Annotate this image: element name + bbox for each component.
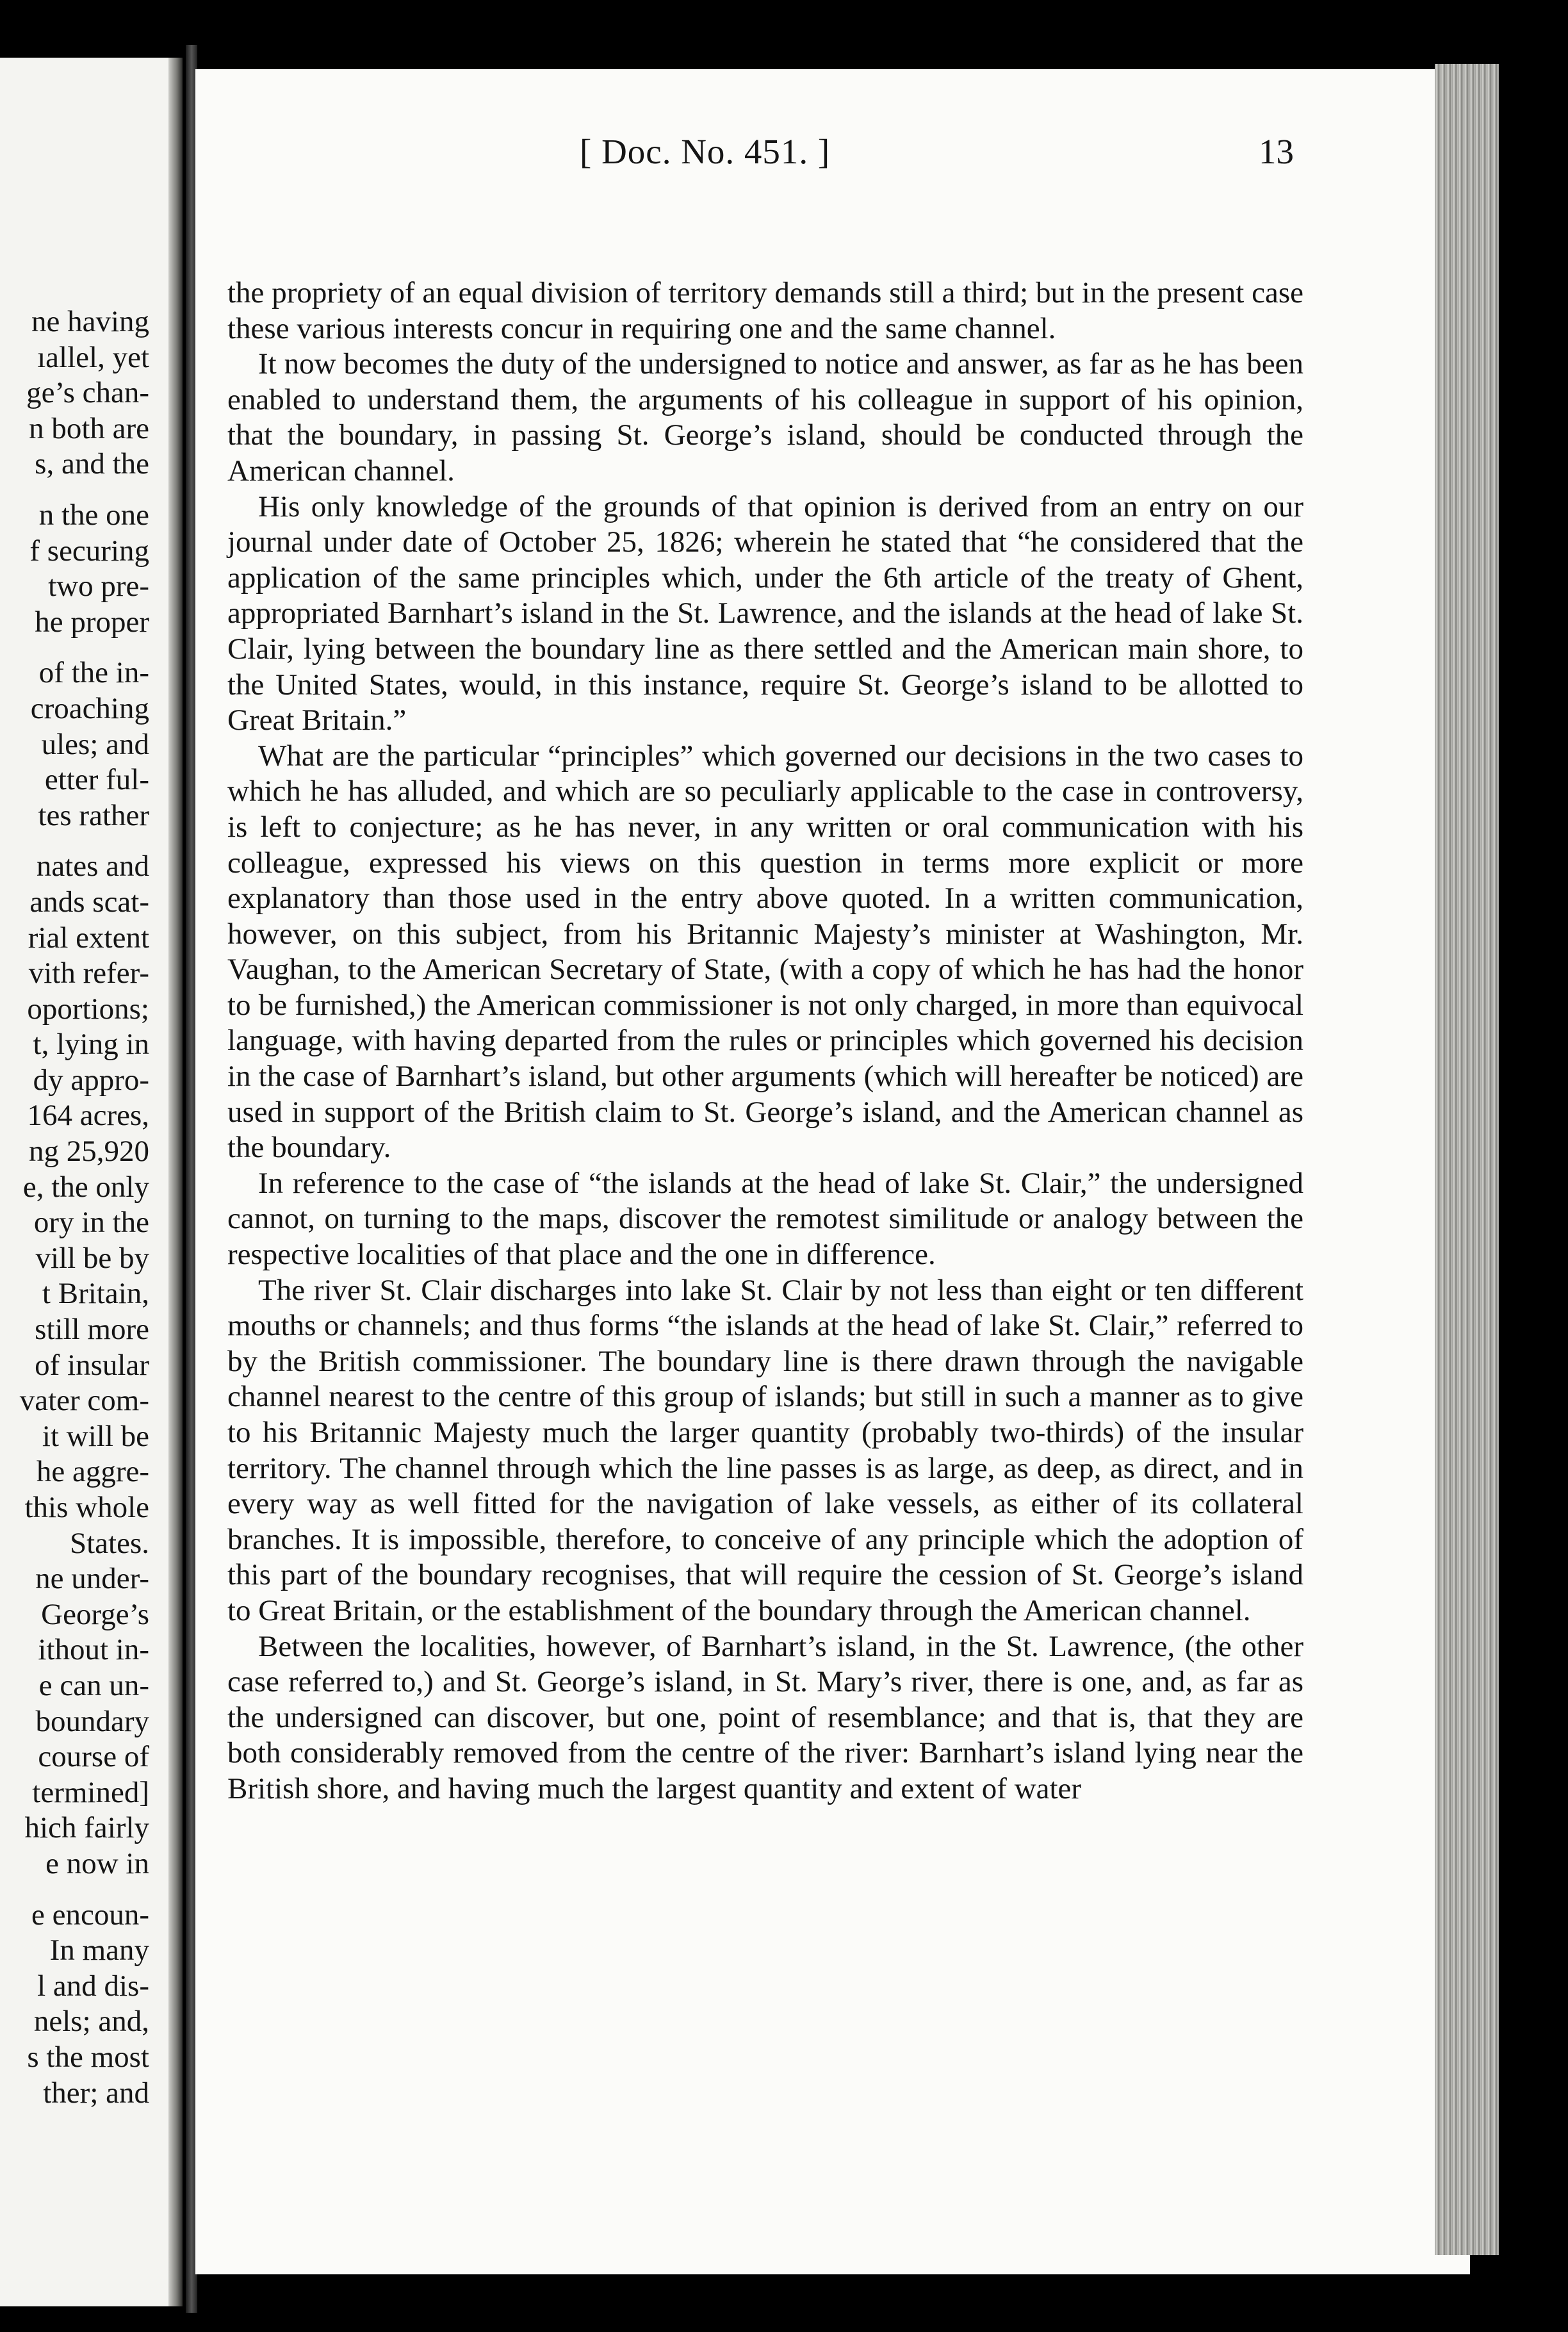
facing-page-line: ules; and (41, 727, 149, 761)
facing-page-line: rial extent (28, 921, 149, 955)
facing-page-line: In many (49, 1934, 149, 1967)
facing-page-line: hich fairly (24, 1811, 149, 1845)
facing-page-line: of insular (35, 1348, 149, 1382)
facing-page-line: e, the only (22, 1170, 149, 1204)
paragraph: In reference to the case of “the islands at the head of lake St. Clair,” the undersigned cannot, on turning to the maps, discover the remotest similitude or analogy between the respective localities of that place and the one in difference. (227, 1166, 1303, 1272)
facing-page-line: vith refer- (28, 957, 149, 990)
facing-page-line: ands scat- (29, 885, 149, 919)
line-gap (20, 833, 149, 849)
facing-page-line: boundary (35, 1704, 149, 1738)
facing-page-line: etter ful- (44, 763, 149, 797)
facing-page-line: n both are (29, 411, 149, 445)
paragraph: His only knowledge of the grounds of that opinion is derived from an entry on our journal under date of October 25, 1826; wherein he stated that “he considered that the application of the same principles which, under the 6th article of the treaty of Ghent, appropriated Barnhart’s island in the St. Lawrence, and the islands at the head of lake St. Clair, lying between the boundary line as there settled and the American main shore, to the United States, would, in this instance, require St. George’s island to be allotted to Great Britain.” (227, 489, 1303, 737)
page-edges (1435, 64, 1499, 2255)
line-gap (20, 1882, 149, 1898)
facing-page-line: course of (38, 1740, 149, 1774)
facing-page-line: oportions; (27, 992, 149, 1026)
facing-page-line: vill be by (35, 1241, 149, 1275)
facing-page-line: n the one (38, 498, 149, 532)
facing-page-line: ne having (31, 305, 149, 338)
facing-page-line: ther; and (43, 2076, 149, 2110)
line-gap (20, 482, 149, 498)
paragraph: What are the particular “principles” which governed our decisions in the two cases to which he has alluded, and which are so peculiarly applicable to the case in controversy, is left to conjecture; as he has never, in any written or oral communication with his colleague, expressed his views on this question in terms more explicit or more explanatory than those used in the entry above quoted. In a written communication, however, on this subject, from his Britannic Majesty’s minister at Washington, Mr. Vaughan, to the American Secretary of State, (with a copy of which he has had the honor to be furnished,) the American commissioner is not only charged, in more than equivocal language, with having departed from the rules or principles which governed his decision in the case of Barnhart’s island, but other arguments (which will hereafter be noticed) are used in support of the British claim to St. George’s island, and the American channel as the boundary. (227, 739, 1303, 1165)
facing-page-line: tes rather (38, 798, 149, 832)
body-text (227, 275, 1303, 1807)
facing-page-line: two pre- (48, 570, 149, 604)
facing-page-line: t, lying in (33, 1028, 149, 1062)
facing-page-text (20, 304, 149, 2111)
facing-page-line: ge’s chan- (26, 376, 149, 410)
facing-page-line: nels; and, (33, 2005, 149, 2039)
facing-page-line: croaching (30, 691, 149, 725)
facing-page-line: s the most (27, 2040, 149, 2074)
page-number: 13 (1259, 132, 1294, 171)
page-gutter (168, 58, 183, 2306)
paragraph: the propriety of an equal division of territory demands still a third; but in the present case these various interests concur in requiring one and the same channel. (227, 276, 1303, 345)
facing-page-line: e encoun- (31, 1898, 149, 1932)
facing-page-line: he aggre- (36, 1455, 149, 1489)
facing-page-line: t Britain, (42, 1277, 149, 1311)
facing-page-line: still more (35, 1313, 149, 1347)
scan-border (1563, 0, 1568, 2332)
facing-page-line: this whole (24, 1491, 149, 1524)
facing-page-line: termined] (32, 1775, 149, 1809)
facing-page-line: ory in the (33, 1206, 149, 1240)
facing-page-line: of the in- (38, 656, 149, 690)
facing-page-line: States. (69, 1526, 149, 1560)
document-header: [ Doc. No. 451. ] (580, 132, 831, 171)
facing-page-line: 164 acres, (27, 1099, 149, 1133)
facing-page-line: l and dis- (37, 1969, 149, 2003)
facing-page-line: ıallel, yet (37, 340, 149, 374)
paragraph: The river St. Clair discharges into lake St. Clair by not less than eight or ten different mouths or channels; and thus forms “the islands at the head of lake St. Clair,” referred to by the British commissioner. The boundary line is there drawn through the navigable channel nearest to the centre of this group of islands; but still in such a manner as to give to his Britannic Majesty much the larger quantity (probably two-thirds) of the insular territory. The channel through which the line passes is as large, as deep, as direct, and in every way as well fitted for the navigation of lake vessels, as either of its collateral branches. It is impossible, therefore, to conceive of any principle which the adoption of this part of the boundary recognises, that will require the cession of St. George’s island to Great Britain, or the establishment of the boundary through the American channel. (227, 1273, 1303, 1627)
facing-page-line: ng 25,920 (29, 1135, 149, 1169)
facing-page-line: f securing (29, 534, 149, 568)
facing-page-line: dy appro- (33, 1063, 149, 1097)
facing-page-line: s, and the (35, 447, 149, 481)
facing-page-line: he proper (35, 605, 149, 639)
facing-page-line: e can un- (38, 1668, 149, 1702)
facing-page-line: nates and (36, 850, 149, 883)
facing-page-line: it will be (42, 1419, 149, 1453)
facing-page-line: ne under- (35, 1562, 149, 1596)
paragraph: It now becomes the duty of the undersigned to notice and answer, as far as he has been enabled to understand them, the arguments of his colleague in support of his opinion, that the boundary, in passing St. George’s island, should be conducted through the American channel. (227, 347, 1303, 488)
facing-page-line: vater com- (19, 1384, 149, 1418)
facing-page-line: George’s (41, 1597, 149, 1631)
facing-page-line: ithout in- (38, 1633, 149, 1667)
facing-page-line: e now in (45, 1846, 149, 1880)
facing-page (0, 58, 183, 2306)
paragraph: Between the localities, however, of Barnhart’s island, in the St. Lawrence, (the other case referred to,) and St. George’s island, in St. Mary’s river, there is one, and, as far as the undersigned can discover, but one, point of resemblance; and that is, that they are both considerably removed from the centre of the river: Barnhart’s island lying near the British shore, and having much the largest quantity and extent of water (227, 1629, 1303, 1805)
line-gap (20, 640, 149, 655)
